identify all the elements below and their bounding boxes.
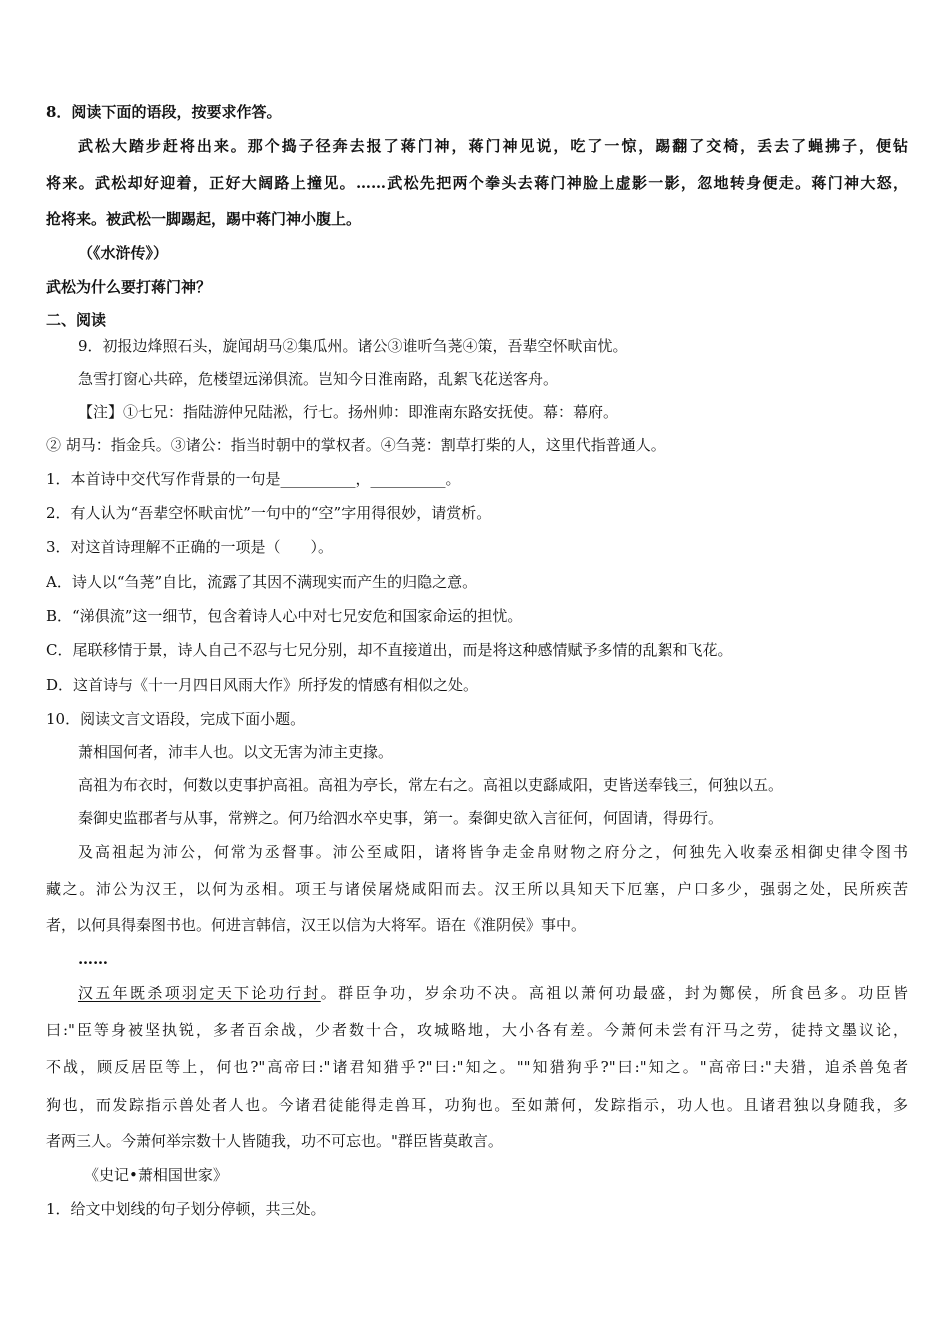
q8-passage-line: 武松大踏步赶将出来。那个捣子径奔去报了蒋门神，蒋门神见说，吃了一惊，踢翻了交椅，丢去了蝇拂子，便钻 — [78, 137, 908, 155]
q10-paragraph-line: 者，以何具得秦图书也。何进言韩信，汉王以信为大将军。语在《淮阴侯》事中。 — [46, 916, 587, 934]
q10-paragraph-line: 狗也，而发踪指示兽处者人也。今诸君徒能得走兽耳，功狗也。至如萧何，发踪指示，功人也。且诸君独以身随我，多 — [46, 1096, 908, 1114]
q9-option: C．尾联移情于景，诗人自己不忍与七兄分别，却不直接道出，而是将这种感情赋予多情的乱絮和飞花。 — [46, 641, 733, 659]
q8-source: （《水浒传》） — [78, 244, 169, 262]
underlined-sentence: 汉五年既杀项羽定天下论功行封 — [78, 984, 321, 1002]
q9-note-line: 【注】①七兄：指陆游仲兄陆淞，行七。扬州帅：即淮南东路安抚使。幕：幕府。 — [78, 403, 619, 421]
q8-heading: 8．阅读下面的语段，按要求作答。 — [46, 103, 282, 121]
q10-paragraph-line: 藏之。沛公为汉王，以何为丞相。项王与诸侯屠烧咸阳而去。汉王所以具知天下厄塞，户口多少，强弱之处，民所疾苦 — [46, 880, 908, 898]
q9-poem-line: 9．初报边烽照石头，旋闻胡马②集瓜州。诸公③谁听刍荛④策，吾辈空怀畎亩忧。 — [78, 337, 628, 355]
q9-option: B．“涕俱流”这一细节，包含着诗人心中对七兄安危和国家命运的担忧。 — [46, 607, 523, 625]
q10-paragraph-line — [78, 983, 908, 1003]
q9-note-line: ② 胡马：指金兵。③诸公：指当时朝中的掌权者。④刍荛：割草打柴的人，这里代指普通人。 — [46, 436, 666, 454]
q10-paragraph-line: 曰:"臣等身被坚执锐，多者百余战，少者数十合，攻城略地，大小各有差。今萧何未尝有汗马之劳，徒持文墨议论， — [46, 1021, 908, 1039]
q10-sub-question: 1．给文中划线的句子划分停顿，共三处。 — [46, 1200, 326, 1218]
q8-passage-line: 抢将来。被武松一脚踢起，踢中蒋门神小腹上。 — [46, 210, 362, 228]
q8-question: 武松为什么要打蒋门神？ — [46, 278, 212, 296]
q10-paragraph-line: 者两三人。今萧何举宗数十人皆随我，功不可忘也。"群臣皆莫敢言。 — [46, 1132, 503, 1150]
q9-sub-question: 3．对这首诗理解不正确的一项是（ ）。 — [46, 538, 334, 556]
q9-poem-line: 急雪打窗心共碎，危楼望远涕俱流。岂知今日淮南路，乱絮飞花送客舟。 — [78, 370, 559, 388]
q10-heading: 10．阅读文言文语段，完成下面小题。 — [46, 710, 306, 728]
q10-ellipsis: …… — [78, 950, 108, 968]
q9-option: D．这首诗与《十一月四日风雨大作》所抒发的情感有相似之处。 — [46, 676, 479, 694]
q10-paragraph: 高祖为布衣时，何数以吏事护高祖。高祖为亭长，常左右之。高祖以吏繇咸阳，吏皆送奉钱三，何独以五。 — [78, 776, 784, 794]
q10-paragraph-line: 不战，顾反居臣等上，何也?"高帝曰:"诸君知猎乎?"曰:"知之。""知猎狗乎?"曰:"知之。"高帝曰:"夫猎，追杀兽兔者 — [46, 1058, 908, 1076]
section-title: 二、阅读 — [46, 311, 107, 329]
q9-option: A．诗人以“刍荛”自比，流露了其因不满现实而产生的归隐之意。 — [46, 573, 478, 591]
q9-sub-question: 2．有人认为“吾辈空怀畎亩忧”一句中的“空”字用得很妙，请赏析。 — [46, 504, 492, 522]
q10-source: 《史记•萧相国世家》 — [84, 1166, 228, 1184]
q8-passage-line: 将来。武松却好迎着，正好大阔路上撞见。……武松先把两个拳头去蒋门神脸上虚影一影，忽地转身便走。蒋门神大怒， — [46, 174, 908, 192]
q9-sub-question: 1．本首诗中交代写作背景的一句是__________，__________。 — [46, 470, 461, 488]
q10-paragraph: 萧相国何者，沛丰人也。以文无害为沛主吏掾。 — [78, 743, 394, 761]
q10-paragraph: 秦御史监郡者与从事，常辨之。何乃给泗水卒史事，第一。秦御史欲入言征何，何固请，得毋行。 — [78, 809, 724, 827]
q10-paragraph-text: 。群臣争功，岁余功不决。高祖以萧何功最盛，封为酂侯，所食邑多。功臣皆 — [320, 984, 908, 1002]
q10-paragraph-line: 及高祖起为沛公，何常为丞督事。沛公至咸阳，诸将皆争走金帛财物之府分之，何独先入收秦丞相御史律令图书 — [78, 843, 908, 861]
